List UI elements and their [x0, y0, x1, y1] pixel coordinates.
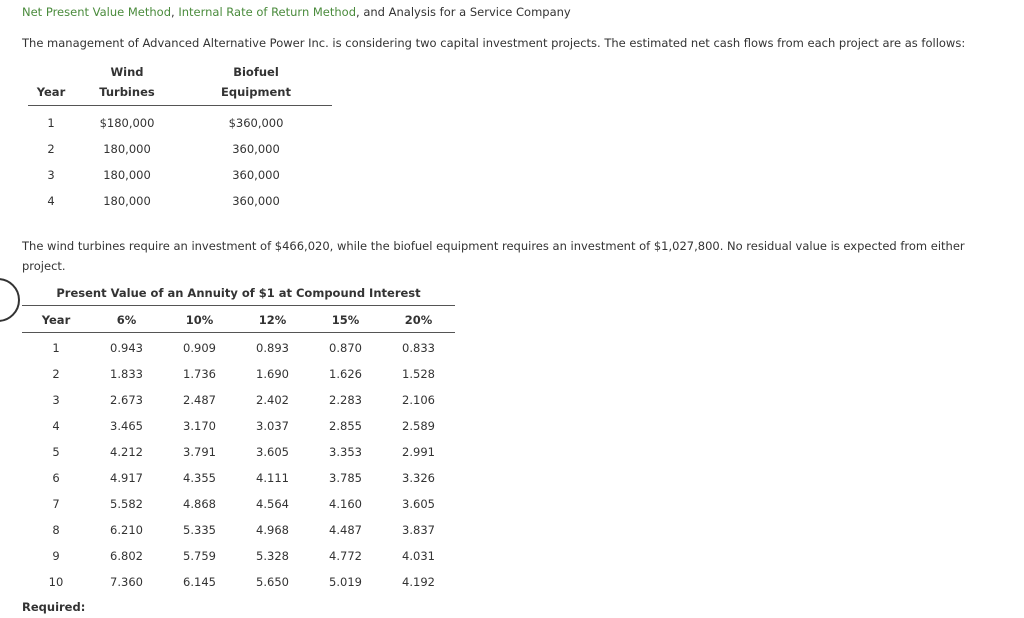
annuity-value-cell: 1.736 [183, 367, 216, 381]
annuity-header-rate: 15% [331, 313, 360, 327]
annuity-value-cell: 3.326 [402, 471, 435, 485]
cash-flow-row [28, 188, 332, 214]
annuity-year-cell: 5 [52, 445, 60, 459]
annuity-value-cell: 4.031 [402, 549, 435, 563]
annuity-row [22, 361, 455, 387]
annuity-value-cell: 0.833 [402, 341, 435, 355]
annuity-row [22, 413, 455, 439]
annuity-value-cell: 4.968 [256, 523, 289, 537]
annuity-value-cell: 1.690 [256, 367, 289, 381]
annuity-year-cell: 8 [52, 523, 60, 537]
annuity-value-cell: 4.355 [183, 471, 216, 485]
annuity-value-cell: 4.212 [110, 445, 143, 459]
cf-wind-cell: 180,000 [103, 194, 151, 208]
annuity-value-cell: 3.837 [402, 523, 435, 537]
annuity-value-cell: 2.991 [402, 445, 435, 459]
annuity-header-year: Year [41, 313, 71, 327]
cf-bio-cell: $360,000 [228, 116, 284, 130]
annuity-value-cell: 1.528 [402, 367, 435, 381]
cash-flow-header-row [28, 62, 332, 106]
annuity-header-rate: 12% [258, 313, 287, 327]
annuity-value-cell: 1.626 [329, 367, 362, 381]
cf-bio-cell: 360,000 [232, 194, 280, 208]
annuity-value-cell: 3.353 [329, 445, 362, 459]
cf-wind-cell: 180,000 [103, 168, 151, 182]
annuity-value-cell: 4.564 [256, 497, 289, 511]
cf-header-wind: Wind Turbines [99, 65, 155, 99]
cf-bio-cell: 360,000 [232, 142, 280, 156]
cf-year-cell: 4 [47, 194, 55, 208]
irr-method-link[interactable]: Internal Rate of Return Method [178, 5, 357, 19]
annuity-value-cell: 6.802 [110, 549, 143, 563]
annuity-value-cell: 5.335 [183, 523, 216, 537]
annuity-table [22, 308, 455, 595]
annuity-year-cell: 3 [52, 393, 60, 407]
annuity-value-cell: 0.943 [110, 341, 143, 355]
annuity-row [22, 517, 455, 543]
annuity-value-cell: 4.111 [256, 471, 289, 485]
annuity-header-rate: 10% [185, 313, 214, 327]
cash-flow-table [28, 62, 332, 214]
annuity-year-cell: 4 [52, 419, 60, 433]
annuity-row [22, 491, 455, 517]
page-title [22, 5, 571, 19]
cf-bio-cell: 360,000 [232, 168, 280, 182]
title-separator: , [171, 5, 179, 19]
annuity-value-cell: 5.019 [329, 575, 362, 589]
annuity-value-cell: 2.402 [256, 393, 289, 407]
annuity-value-cell: 2.283 [329, 393, 362, 407]
annuity-title-divider [22, 305, 455, 306]
annuity-row [22, 569, 455, 595]
annuity-year-cell: 7 [52, 497, 60, 511]
annuity-header-row [22, 308, 455, 333]
annuity-value-cell: 2.589 [402, 419, 435, 433]
npv-method-link[interactable]: Net Present Value Method [22, 5, 172, 19]
annuity-value-cell: 3.785 [329, 471, 362, 485]
cf-header-biofuel: Biofuel Equipment [221, 65, 291, 99]
annuity-year-cell: 9 [52, 549, 60, 563]
annuity-value-cell: 0.893 [256, 341, 289, 355]
annuity-value-cell: 2.487 [183, 393, 216, 407]
investment-text: The wind turbines require an investment of $466,020, while the biofuel equipment requires an investment of $1,027,800. No residual value is expected from either project. [22, 239, 965, 273]
annuity-header-rate: 20% [404, 313, 433, 327]
annuity-value-cell: 3.037 [256, 419, 289, 433]
annuity-value-cell: 3.791 [183, 445, 216, 459]
cf-wind-cell: $180,000 [99, 116, 155, 130]
annuity-value-cell: 3.605 [402, 497, 435, 511]
annuity-value-cell: 3.465 [110, 419, 143, 433]
annuity-value-cell: 7.360 [110, 575, 143, 589]
annuity-value-cell: 6.210 [110, 523, 143, 537]
required-label: Required: [22, 600, 86, 614]
annuity-value-cell: 6.145 [183, 575, 216, 589]
annuity-row [22, 543, 455, 569]
annuity-row [22, 465, 455, 491]
annuity-value-cell: 0.870 [329, 341, 362, 355]
annuity-value-cell: 4.160 [329, 497, 362, 511]
cash-flow-body [28, 106, 332, 215]
annuity-header-rate: 6% [116, 313, 137, 327]
annuity-value-cell: 4.772 [329, 549, 362, 563]
annuity-value-cell: 2.106 [402, 393, 435, 407]
annuity-year-cell: 10 [48, 575, 64, 589]
annuity-value-cell: 4.192 [402, 575, 435, 589]
annuity-value-cell: 2.673 [110, 393, 143, 407]
cash-flow-row [28, 106, 332, 137]
annuity-table-title: Present Value of an Annuity of $1 at Compound Interest [56, 286, 421, 300]
annuity-row [22, 439, 455, 465]
cash-flow-row [28, 136, 332, 162]
annuity-year-cell: 1 [52, 341, 60, 355]
annuity-value-cell: 0.909 [183, 341, 216, 355]
cf-year-cell: 3 [47, 168, 55, 182]
cf-year-cell: 2 [47, 142, 55, 156]
cf-header-year: Year [36, 85, 66, 99]
annuity-body [22, 333, 455, 596]
annuity-value-cell: 2.855 [329, 419, 362, 433]
annuity-row [22, 333, 455, 362]
annuity-value-cell: 5.582 [110, 497, 143, 511]
annuity-value-cell: 4.917 [110, 471, 143, 485]
annuity-value-cell: 5.759 [183, 549, 216, 563]
annuity-row [22, 387, 455, 413]
intro-text: The management of Advanced Alternative Power Inc. is considering two capital investment projects. The estimated net cash flows from each project are as follows: [22, 36, 966, 50]
cf-year-cell: 1 [47, 116, 55, 130]
annuity-year-cell: 6 [52, 471, 60, 485]
annuity-value-cell: 3.605 [256, 445, 289, 459]
annuity-value-cell: 3.170 [183, 419, 216, 433]
annuity-year-cell: 2 [52, 367, 60, 381]
title-suffix: , and Analysis for a Service Company [356, 5, 571, 19]
annuity-value-cell: 4.868 [183, 497, 216, 511]
annuity-value-cell: 5.650 [256, 575, 289, 589]
cf-wind-cell: 180,000 [103, 142, 151, 156]
annuity-value-cell: 1.833 [110, 367, 143, 381]
circle-marker-icon [0, 278, 20, 322]
cash-flow-row [28, 162, 332, 188]
annuity-value-cell: 4.487 [329, 523, 362, 537]
annuity-value-cell: 5.328 [256, 549, 289, 563]
